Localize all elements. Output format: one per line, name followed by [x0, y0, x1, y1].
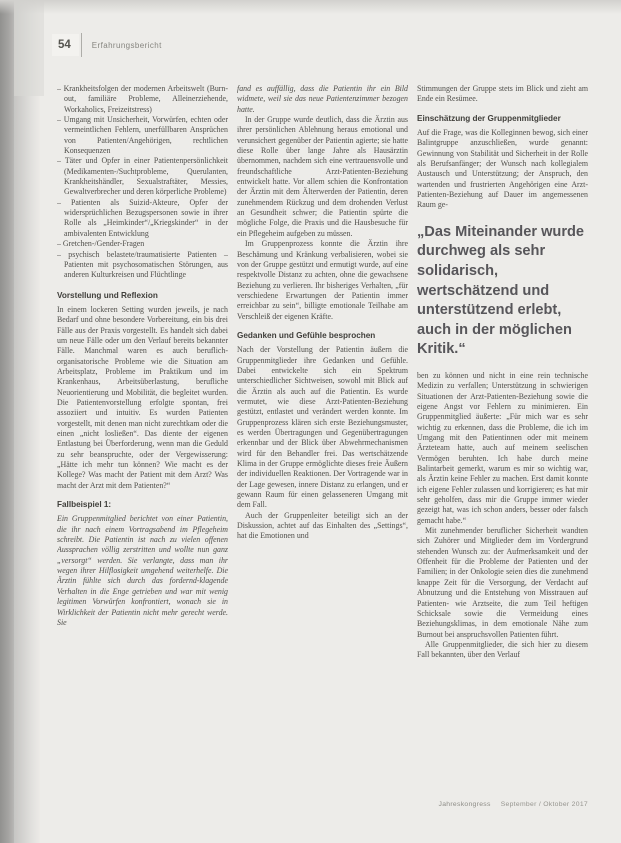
scan-edge-shadow: [0, 0, 14, 843]
scan-edge-gradient: [14, 0, 40, 843]
column-3: [417, 84, 588, 800]
header-divider: [81, 33, 82, 57]
paragraph: Alle Gruppenmitglieder, die sich hier zu diesem Fall bekannten, über den Verlauf: [417, 639, 588, 660]
case-paragraph-continued: fand es auffällig, dass die Patientin ihr ein Bild widmete, weil sie das neue Patientenzimmer bezogen hatte.: [237, 84, 408, 114]
scan-corner-artifact: [14, 0, 44, 96]
article-body: [57, 84, 588, 800]
page-footer: [338, 801, 588, 808]
column-1: [57, 84, 228, 800]
column-2: [237, 84, 408, 800]
footer-journal-label: Jahreskongress: [438, 801, 491, 808]
list-item: – Gretchen-/Gender-Fragen: [57, 239, 145, 249]
list-item: – Täter und Opfer in einer Patientenpersönlichkeit (Medikamenten-/Suchtprobleme, Querulanten, Krankheitshändler, Sexualstraftäter, Messies, Gewaltverbrecher und deren körperliche Probleme): [57, 156, 228, 197]
list-item: – Krankheitsfolgen der modernen Arbeitswelt (Burn-out, familiäre Probleme, Alleinerziehende, Workaholics, Freizeitstress): [57, 84, 228, 114]
case-paragraph: Ein Gruppenmitglied berichtet von einer Patientin, die ihr nach einem Vortragsabend im Pflegeheim schreibt. Die Patientin ist nach zu vielen offenen Aussprachen völlig zerstritten und wollte nun ganz „versorgt“ werden. Sie verlangte, dass man ihr wegen ihrer Hilflosigkeit umgehend weiterhelfe. Die Ärztin fühlte sich durch das fordernd-klagende Verhalten in die Enge getrieben und war mit wenig legitimen Vorwürfen konfrontiert, wonach sie in Wirklichkeit der Patientin nicht mehr gerecht werde. Sie: [57, 514, 228, 627]
paragraph: In einem lockeren Setting wurden jeweils, je nach Bedarf und ohne besondere Vorbereitung, ein bis drei Fälle aus der Praxis vorgestellt. Es handelt sich dabei um neue Fälle oder um den Verlauf bereits bekannter Fälle. Manchmal waren es auch beruflich-organisatorische Probleme wie die Situation am Arbeitsplatz, Probleme im Praktikum und im Krankenhaus, Arbeitsüberlastung, berufliche Neuorientierung und Mobilität, die begleitet wurden. Die Patientenvorstellung erfolgte spontan, frei assoziiert und intuitiv. Es wurden Patienten vorgestellt, mit denen man nicht zurechtkam oder die einen „nicht losließen“. Das diente der eigenen Entlastung bei Überforderung, wenn man die Geduld zu sehr beanspruchte, oder der Vergewisserung: „Hätte ich mehr tun können? Wie macht es der Kollege? Was macht der Patient mit dem Arzt? Was macht der Arzt mit dem Patienten?“: [57, 304, 228, 490]
paragraph: Stimmungen der Gruppe stets im Blick und zieht am Ende ein Resümee.: [417, 84, 588, 104]
subheading-einschaetzung: Einschätzung der Gruppenmitglieder: [417, 113, 561, 123]
list-item: – Patienten als Suizid-Akteure, Opfer der widersprüchlichen Bezugspersonen sowie in ihrer Rolle als „Heimkinder“/„Kriegskinder“ in der ambivalenten Entwicklung: [57, 197, 228, 238]
page-header: [52, 32, 162, 58]
subheading-gedanken: Gedanken und Gefühle besprochen: [237, 330, 376, 340]
subheading-fallbeispiel: Fallbeispiel 1:: [57, 500, 112, 510]
scan-top-shadow: [0, 0, 621, 14]
paragraph: In der Gruppe wurde deutlich, dass die Ärztin aus ihrer persönlichen Ablehnung heraus emotional und verunsichert gegenüber der Patientin agierte; sie hatte diese Rolle über lange Jahre als Hausärztin übernommen, nachdem sich eine vertrauensvolle und freundschaftliche Arzt-Patienten-Beziehung entwickelt hatte. Vor allem schien die Konfrontation der Ärztin mit dem Älterwerden der Patientin, deren zunehmendem Rückzug und dem drohenden Verlust an Gesundheit schwer; die Patientin spürte die mögliche Folge, die Praxis und die Hausbesuche für ein Pflegeheim aufgeben zu müssen.: [237, 115, 408, 238]
paragraph: Im Gruppenprozess konnte die Ärztin ihre Beschämung und Kränkung verbalisieren, wobei sie von der Gruppe gestützt und ermutigt wurde, auf eine respektvolle Distanz zu achten, ohne die gewachsene Beziehung zu verlieren. Ihr bisheriges Verhalten, „für verschiedene Erwartungen der Patientin immer erreichbar zu sein“, billigte emotionale Teilhabe am Verschleiß der eigenen Kräfte.: [237, 239, 408, 321]
paragraph: ben zu können und nicht in eine rein technische Medizin zu verfallen; Unterstützung in schwierigen Situationen der Arzt-Patienten-Beziehung sowie die eigene Angst vor Fehlern zu minimieren. Ein Gruppenmitglied äußerte: „Für mich war es sehr wichtig zu erkennen, dass die Probleme, die ich im Umgang mit den Patientinnen oder mit meinem Ärzteteam hatte, auch auf meinem seelischen Vermögen beruhten. Ich habe durch meine Balintarbeit gemerkt, warum es mir so wichtig war, als Ärztin keine Fehler zu machen. Erst damit konnte ich eigene Fehler zulassen und korrigieren; es hat mir sehr geholfen, dass mir die Gruppe immer wieder gezeigt hat, was ich schon anders, besser oder falsch gemacht habe.“: [417, 370, 588, 525]
paragraph: Mit zunehmender beruflicher Sicherheit wandten sich Zuhörer und Mitglieder dem im Vordergrund stehenden Wunsch zu: der Aufmerksamkeit und der Offenheit für die Probleme der Patienten und der Familien; in der Onkologie seien dies die zunehmend knappe Zeit für die Versorgung, der Verdacht auf Abnutzung und die Entstehung von Misstrauen auf Patienten- wie Arztseite, die zum Teil heftigen Schicksale sowie die Vermeidung eines Beziehungsklimas, in dem emotionale Nähe zum Burnout bei anspruchsvollen Patienten führt.: [417, 526, 588, 639]
paragraph: Auf die Frage, was die Kolleginnen bewog, sich einer Balintgruppe anzuschließen, wurde genannt: Gewinnung von Stabilität und Sicherheit in der Rolle als Berufsanfänger; der Wunsch nach kollegialem Austausch und Unterstützung; der Anspruch, den wartenden und frustrierten Angehörigen eine Arzt-Patienten-Beziehung auf Dauer im angemessenen Raum ge-: [417, 128, 588, 210]
pull-quote: „Das Miteinander wurde durchweg als sehr solidarisch, wertschätzend und unterstützend erlebt, auch in der möglichen Kritik.“: [417, 223, 585, 358]
page-number: 54: [52, 34, 79, 56]
subheading-vorstellung: Vorstellung und Reflexion: [57, 290, 158, 300]
list-item: – psychisch belastete/traumatisierte Patienten – Patienten mit psychosomatischen Störungen, aus anderen Kulturkreisen und Flüchtlinge: [57, 249, 228, 280]
paragraph: Nach der Vorstellung der Patientin äußern die Gruppenmitglieder ihre Gedanken und Gefühle. Dabei entwickelte sich ein Spektrum unterschiedlicher Sichtweisen, sowohl mit Blick auf die Ärztin als auch auf die Patientin. Es wurde vermutet, wie diese Arzt-Patienten-Beziehung gestützt, entlastet und verändert werden konnte. Im Gruppenprozess klären sich erste Beziehungsmuster, es werden Übertragungen und Gegenübertragungen erkennbar und der Blick über Abwehrmechanismen wird für den Behandler frei. Das wertschätzende Klima in der Gruppe ermöglichte dieses freie Äußern der individuellen Reaktionen. Der Vortragende war in der Lage gewesen, innere Distanz zu erlangen, und er gewann Raum für einen gelasseneren Umgang mit dem Fall.: [237, 345, 408, 510]
section-label: Erfahrungsbericht: [91, 40, 162, 50]
list-item: – Umgang mit Unsicherheit, Vorwürfen, echten oder vermeintlichen Fehlern, unerfüllbaren Ansprüchen von Patienten/Angehörigen, rechtlichen Konsequenzen: [57, 115, 228, 156]
paragraph: Auch der Gruppenleiter beteiligt sich an der Diskussion, achtet auf das Einhalten des „Settings“, hat die Emotionen und: [237, 510, 408, 541]
footer-issue-date: September / Oktober 2017: [500, 801, 588, 808]
